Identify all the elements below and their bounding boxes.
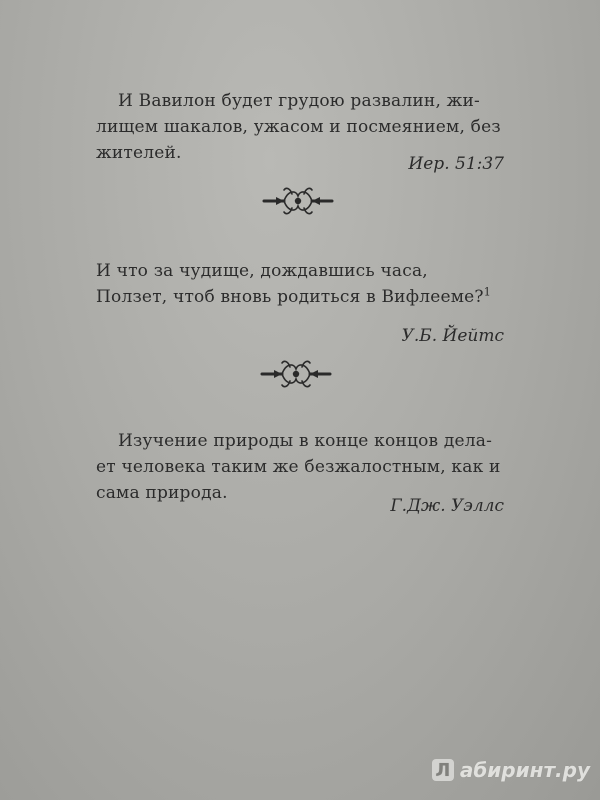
epigraph-2-line-1: И что за чудище, дождавшись часа, <box>96 261 428 281</box>
footnote-mark: 1 <box>483 285 491 299</box>
epigraph-2 <box>96 258 506 310</box>
epigraph-3-line-2: ет человека таким же безжалостным, как и <box>96 457 501 477</box>
floral-divider-icon <box>260 357 332 391</box>
labirint-watermark <box>432 758 590 782</box>
labirint-logo-icon: Л <box>432 759 454 781</box>
epigraph-2-line-2 <box>96 284 506 310</box>
epigraph-1-line-1: И Вавилон будет грудою развалин, жи- <box>118 91 480 111</box>
epigraph-2-attribution: У.Б. Йейтс <box>401 326 504 346</box>
epigraph-1-attribution: Иер. 51:37 <box>408 154 504 174</box>
epigraph-3-attribution: Г.Дж. Уэллс <box>390 496 504 516</box>
epigraph-3-line-3: сама природа. <box>96 483 228 503</box>
epigraph-3-line-1: Изучение природы в конце концов дела- <box>118 431 493 451</box>
epigraph-2-line-2-text: Ползет, чтоб вновь родиться в Вифлееме? <box>96 287 484 307</box>
floral-divider-icon <box>262 184 334 218</box>
epigraph-1-line-3: жителей. <box>96 143 182 163</box>
labirint-watermark-text: абиринт.ру <box>459 758 590 782</box>
epigraph-1-line-2: лищем шакалов, ужасом и посмеянием, без <box>96 117 501 137</box>
